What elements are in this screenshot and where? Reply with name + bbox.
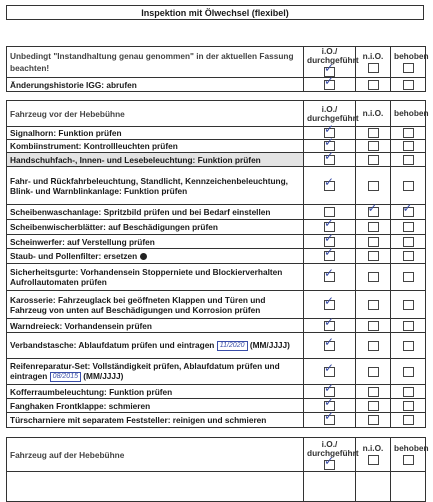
cell-nio [356,140,391,153]
checkmark-icon: ✓ [324,216,335,231]
checkbox-nio[interactable] [368,401,379,411]
checklist-row [7,127,426,140]
cell-io [304,73,356,92]
checkbox-nio[interactable] [367,201,379,217]
checkbox-behoben[interactable] [403,181,414,191]
checklist-row [7,385,426,399]
checklist-row [7,399,426,413]
checkbox-behoben[interactable] [403,128,414,138]
checklist-item-label: Kombiinstrument: Kontrollleuchten prüfen [7,140,304,153]
checklist-item-label: Scheibenwischerblätter: auf Beschädigungen prüfen [7,220,304,235]
checkbox-io[interactable] [324,293,335,310]
checklist-item-label: Scheinwerfer: auf Verstellung prüfen [7,235,304,249]
cell-behoben [391,264,426,291]
cell-behoben [391,167,426,205]
section-header: Unbedingt "Instandhaltung genau genommen" in der aktuellen Fassung beachten! [7,47,304,78]
checklist-item-label: Sicherheitsgurte: Vorhandensein Stopperniete und Blockierverhalten Aufrollautomaten prüfen [7,264,304,291]
cell-behoben [391,319,426,333]
section-auf-hebebuehne [6,437,429,502]
cell-behoben [391,359,426,385]
checklist-item-label: Änderungshistorie IGG: abrufen [7,78,304,92]
checkbox-behoben[interactable] [403,155,414,165]
checkmark-icon: ✓ [324,174,335,189]
column-io-header: i.O./ durchgeführt ✓ [304,47,356,78]
checklist-row [7,205,426,220]
cell-behoben [391,291,426,319]
handwritten-date: 11/2020 [217,341,248,351]
checklist-item-label: Warndreieck: Vorhandensein prüfen [7,319,304,333]
checklist-row [7,359,426,385]
cell-behoben [391,399,426,413]
cell-behoben [391,249,426,264]
checkbox-behoben[interactable] [403,222,414,232]
checkbox-io[interactable] [324,409,335,425]
checkmark-icon: ✓ [324,122,335,137]
empty-row [7,472,304,502]
checkmark-icon: ✓ [324,73,335,88]
section-header: Fahrzeug auf der Hebebühne [7,438,304,472]
section-header: Fahrzeug vor der Hebebühne [7,101,304,127]
checkmark-icon: ✓ [324,380,335,395]
cell-behoben [391,385,426,399]
cell-behoben [391,153,426,167]
checklist-item-label: Handschuhfach-, Innen- und Lesebeleuchtung: Funktion prüfen [7,153,304,167]
cell-behoben [391,333,426,359]
header-checkbox-nio[interactable] [368,63,379,73]
cell-behoben [391,127,426,140]
checklist-item-label: Fahr- und Rückfahrbeleuchtung, Standlicht, Kennzeichenbeleuchtung, Blink- und Warnblinkanlage: Funktion prüfen [7,167,304,205]
checkbox-behoben[interactable] [403,251,414,261]
checkbox-nio[interactable] [368,387,379,397]
checkbox-nio[interactable] [368,341,379,351]
cell-nio [356,235,391,249]
header-checkbox-behoben[interactable] [403,455,414,465]
header-checkbox-io[interactable]: ✓ [324,61,335,75]
checklist-item-label: Karosserie: Fahrzeuglack bei geöffneten Klappen und Türen und Fahrzeug von unten auf Beschädigungen und Korrosion prüfen [7,291,304,319]
cell-io [304,409,356,428]
checklist-row [7,291,426,319]
checkbox-io[interactable] [324,245,335,261]
checkbox-behoben[interactable] [403,80,414,90]
checkbox-nio[interactable] [368,141,379,151]
checkbox-behoben[interactable] [403,272,414,282]
cell-nio [356,153,391,167]
section-igg [6,46,429,92]
cell-nio [356,359,391,385]
checkbox-behoben[interactable] [403,367,414,377]
checklist-row [7,319,426,333]
cell-behoben [391,235,426,249]
checklist-row [7,249,426,264]
cell-io [304,245,356,264]
checklist-item-label: Fanghaken Frontklappe: schmieren [7,399,304,413]
checkbox-nio[interactable] [368,237,379,247]
checkbox-behoben[interactable] [403,300,414,310]
checkbox-nio[interactable] [368,415,379,425]
cell-nio [356,127,391,140]
checkmark-icon: ✓ [324,409,335,424]
checklist-item-label: Signalhorn: Funktion prüfen [7,127,304,140]
checklist-row [7,78,426,92]
checkmark-icon: ✓ [324,245,335,260]
cell-nio [356,319,391,333]
checkbox-behoben[interactable] [403,387,414,397]
cell-nio [356,333,391,359]
cell-nio [356,264,391,291]
cell-io [304,167,356,205]
checklist-item-label: Kofferraumbeleuchtung: Funktion prüfen [7,385,304,399]
checkbox-nio[interactable] [368,300,379,310]
checklist-row [7,220,426,235]
section-vor-hebebuehne [6,100,429,428]
checkbox-io[interactable] [324,360,335,377]
checkbox-nio[interactable] [368,272,379,282]
checkbox-io[interactable] [324,334,335,351]
checklist-item-label: Staub- und Pollenfilter: ersetzen [7,249,304,264]
checklist-row [7,235,426,249]
checkmark-icon: ✓ [324,266,335,281]
checkmark-icon: ✓ [324,360,335,375]
checklist-row [7,167,426,205]
checkbox-nio[interactable] [368,222,379,232]
checkmark-icon: ✓ [324,334,335,349]
checkmark-icon: ✓ [324,293,335,308]
checklist-row [7,264,426,291]
checkbox-io[interactable] [324,314,335,331]
checkbox-io[interactable] [324,148,335,165]
column-behoben-header: behoben [391,101,426,127]
cell-io [304,333,356,359]
checkbox-nio[interactable] [368,321,379,331]
cell-nio [356,385,391,399]
filled-dot-icon [140,253,147,260]
checkbox-io[interactable] [324,174,335,191]
header-checkbox-io[interactable]: ✓ [324,453,335,468]
column-io-header: i.O./ durchgeführt [304,101,356,127]
checkmark-icon: ✓ [324,230,335,245]
cell-nio [356,167,391,205]
cell-nio [356,201,391,220]
checkbox-nio[interactable] [368,80,379,90]
checkbox-nio[interactable] [368,251,379,261]
checkmark-icon: ✓ [324,314,335,329]
checkbox-behoben[interactable] [403,341,414,351]
checkbox-behoben[interactable] [403,237,414,247]
checkbox-nio[interactable] [368,181,379,191]
column-nio-header: n.i.O. [356,47,391,78]
column-behoben-header: behoben [391,438,426,472]
checklist-item-label: Scheibenwaschanlage: Spritzbild prüfen und bei Bedarf einstellen [7,205,304,220]
column-nio-header: n.i.O. [356,101,391,127]
checkmark-icon: ✓ [324,135,335,150]
cell-nio [356,399,391,413]
checklist-row [7,140,426,153]
checklist-item-label: Verbandstasche: Ablaufdatum prüfen und eintragen 11/2020 (MM/JJJJ) [7,333,304,359]
cell-behoben [391,201,426,220]
checkmark-icon: ✓ [402,201,413,216]
checkbox-behoben[interactable] [403,141,414,151]
checkbox-behoben[interactable] [402,201,414,217]
checkmark-icon: ✓ [324,148,335,163]
cell-nio [356,78,391,92]
checkmark-icon: ✓ [324,394,335,409]
checkbox-behoben[interactable] [403,401,414,411]
cell-nio [356,413,391,428]
handwritten-date: 08/2015 [50,372,81,382]
cell-io [304,148,356,167]
cell-behoben [391,140,426,153]
checklist-row [7,333,426,359]
checkbox-nio[interactable] [368,128,379,138]
cell-nio [356,291,391,319]
checkbox-io[interactable] [324,73,335,90]
cell-io [304,264,356,291]
cell-io [304,314,356,333]
column-io-header: i.O./ durchgeführt ✓ [304,438,356,472]
checkbox-io[interactable] [324,266,335,282]
checkbox-behoben[interactable] [403,415,414,425]
checklist-item-label: Türscharniere mit separatem Feststeller: reinigen und schmieren [7,413,304,428]
cell-nio [356,220,391,235]
column-behoben-header: behoben [391,47,426,78]
checklist-row [7,413,426,428]
checkmark-icon: ✓ [367,201,378,216]
checklist-item-label: Reifenreparatur-Set: Vollständigkeit prüfen, Ablaufdatum prüfen und eintragen 08/2015 (MM/JJJJ) [7,359,304,385]
cell-behoben [391,78,426,92]
column-nio-header: n.i.O. [356,438,391,472]
header-checkbox-nio[interactable] [368,455,379,465]
checkbox-nio[interactable] [368,155,379,165]
form-title: Inspektion mit Ölwechsel (flexibel) [6,5,424,20]
cell-behoben [391,220,426,235]
checkbox-nio[interactable] [368,367,379,377]
header-checkbox-behoben[interactable] [403,63,414,73]
cell-nio [356,249,391,264]
checklist-row [7,153,426,167]
checkbox-behoben[interactable] [403,321,414,331]
cell-behoben [391,413,426,428]
